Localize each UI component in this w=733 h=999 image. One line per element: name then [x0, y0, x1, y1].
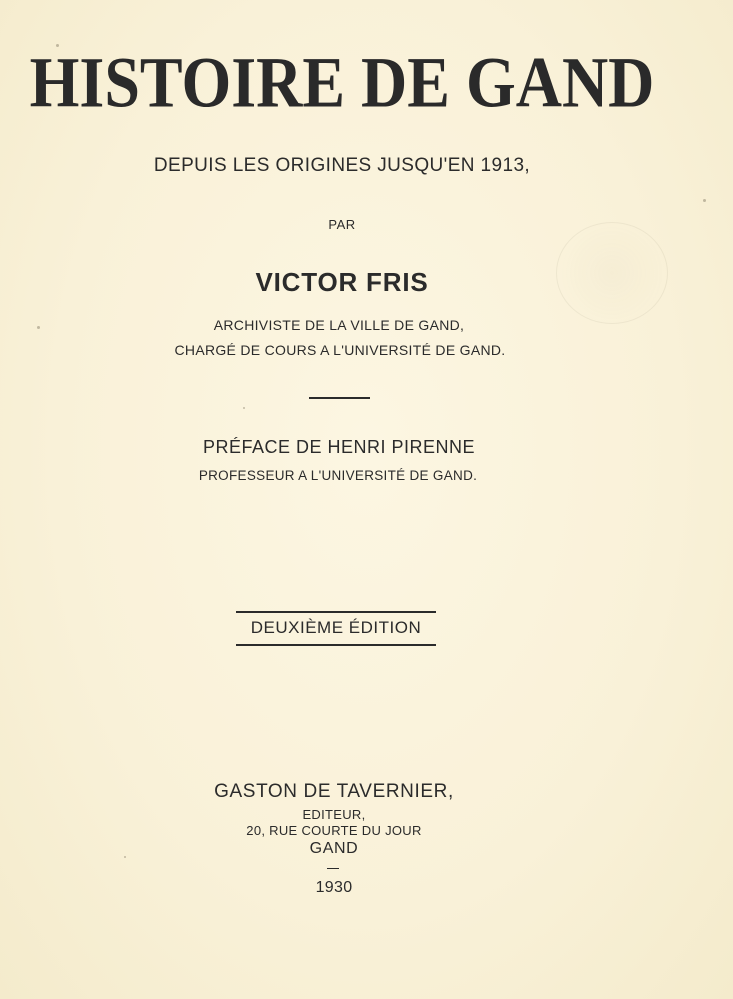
book-title: HISTOIRE DE GAND	[29, 42, 655, 123]
publisher-name: GASTON DE TAVERNIER,	[214, 781, 454, 802]
edition-box	[236, 611, 436, 646]
small-ornament-rule	[327, 868, 339, 869]
book-subtitle: DEPUIS LES ORIGINES JUSQU'EN 1913,	[153, 155, 531, 176]
divider-rule	[309, 397, 370, 399]
author-affiliation-2: CHARGÉ DE COURS A L'UNIVERSITÉ DE GAND.	[174, 342, 506, 358]
edition-label: DEUXIÈME ÉDITION	[250, 618, 422, 637]
publisher-role: EDITEUR,	[302, 807, 366, 822]
by-line: PAR	[328, 217, 356, 232]
preface-author-affiliation: PROFESSEUR A L'UNIVERSITÉ DE GAND.	[198, 468, 478, 483]
publisher-city: GAND	[309, 840, 359, 857]
author-affiliation-1: ARCHIVISTE DE LA VILLE DE GAND,	[213, 317, 465, 333]
preface-credit: PRÉFACE DE HENRI PIRENNE	[202, 437, 476, 457]
publication-year: 1930	[315, 879, 353, 896]
publisher-address: 20, RUE COURTE DU JOUR	[246, 823, 422, 838]
paper-speck	[703, 199, 706, 202]
author-name: VICTOR FRIS	[255, 267, 429, 297]
paper-speck	[243, 407, 245, 409]
